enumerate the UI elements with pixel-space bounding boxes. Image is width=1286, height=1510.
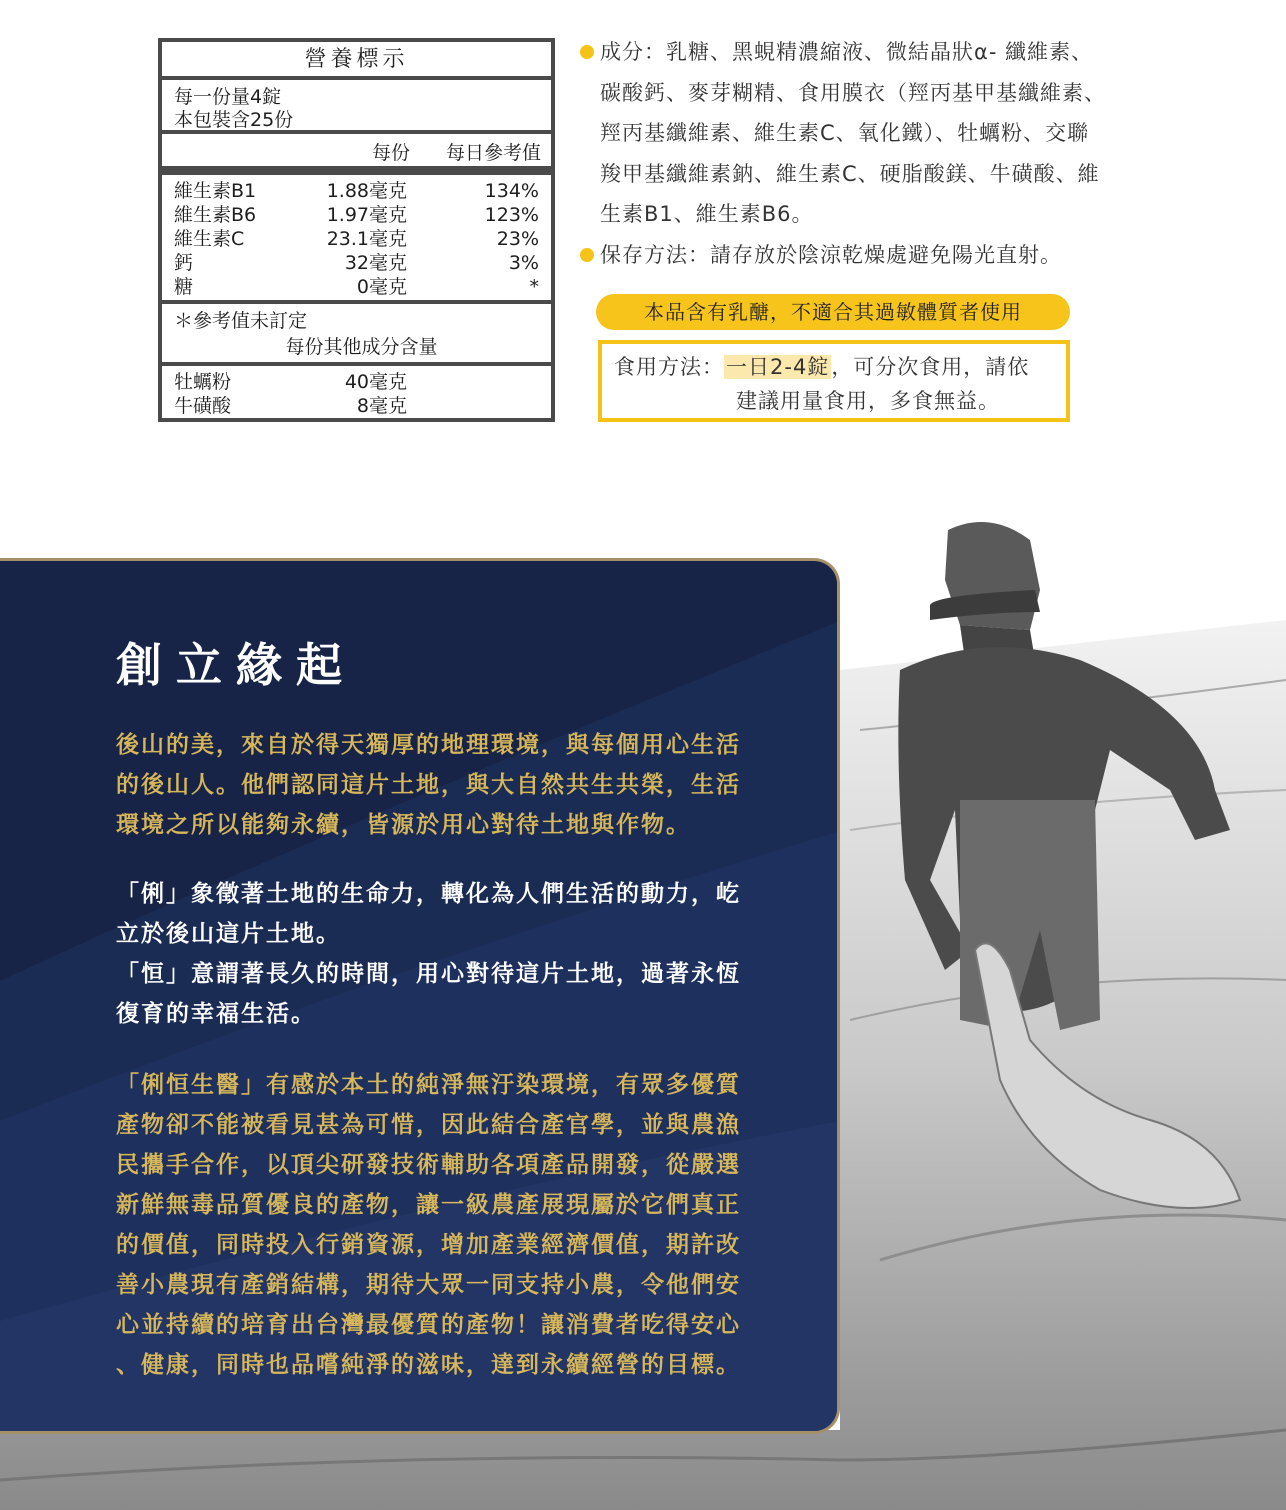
usage-line-1 [614, 350, 1029, 384]
bullet-icon [580, 45, 594, 59]
nutrient-row [174, 275, 539, 299]
ingredients-line: 生素B1、維生素B6。 [600, 202, 814, 226]
nutrient-name: 維生素B1 [174, 180, 257, 202]
nutrient-name: 維生素C [174, 228, 245, 250]
nutrition-header [162, 134, 551, 175]
story-paragraph-2 [116, 874, 806, 1034]
nutrient-value: 1.88毫克 [326, 180, 407, 202]
storage-text: 保存方法：請存放於陰涼乾燥處避免陽光直射。 [600, 242, 1062, 267]
reference-note: ＊參考值未訂定 [174, 310, 308, 332]
story-line: 的價值，同時投入行銷資源，增加產業經濟價值，期許改 [116, 1232, 741, 1258]
nutrition-title: 營養標示 [162, 42, 551, 80]
usage-dose: 一日2-4錠 [726, 355, 830, 379]
story-line: 心並持續的培育出台灣最優質的產物！讓消費者吃得安心 [116, 1312, 741, 1338]
nutrient-name: 糖 [174, 276, 194, 298]
nutrient-name: 維生素B6 [174, 204, 257, 226]
nutrient-pct: * [529, 276, 539, 298]
nutrient-row [174, 179, 539, 203]
other-name: 牡蠣粉 [174, 371, 232, 393]
bullet-icon [580, 248, 594, 262]
ingredients-item [578, 32, 1158, 235]
other-row [174, 370, 539, 394]
story-panel [0, 558, 840, 1434]
usage-label: 食用方法： [614, 355, 724, 379]
other-value: 8毫克 [356, 395, 407, 417]
other-value: 40毫克 [344, 371, 407, 393]
ingredients-line: 碳酸鈣、麥芽糊精、食用膜衣（羥丙基甲基纖維素、 [600, 80, 1106, 105]
story-line: 、健康，同時也品嚐純淨的滋味，達到永續經營的目標。 [116, 1352, 741, 1378]
serving-info [162, 80, 551, 134]
other-ingredients-title: 每份其他成分含量 [162, 332, 551, 366]
story-line: 民攜手合作，以頂尖研發技術輔助各項產品開發，從嚴選 [116, 1152, 741, 1178]
nutrient-pct: 134% [484, 180, 539, 202]
story-line: 「俐」象徵著土地的生命力，轉化為人們生活的動力，屹 [116, 881, 741, 907]
nutrient-row [174, 251, 539, 275]
col-daily-value: 每日參考值 [445, 142, 541, 164]
allergy-warning-badge: 本品含有乳醣，不適合其過敏體質者使用 [596, 294, 1070, 330]
other-name: 牛磺酸 [174, 395, 232, 417]
other-rows [162, 366, 551, 422]
story-paragraph-3 [116, 1065, 806, 1385]
col-per-serving: 每份 [372, 142, 411, 164]
story-line: 「俐恒生醫」有感於本土的純淨無汙染環境，有眾多優質 [116, 1072, 741, 1098]
nutrient-pct: 23% [496, 228, 539, 250]
servings-per-pack: 本包裝含25份 [174, 109, 294, 131]
story-line: 立於後山這片土地。 [116, 921, 341, 947]
ingredients-line: 羧甲基纖維素鈉、維生素C、硬脂酸鎂、牛磺酸、維 [600, 161, 1100, 186]
ingredients-line: 成分：乳糖、黑蜆精濃縮液、微結晶狀α- 纖維素、 [600, 40, 1094, 64]
nutrient-pct: 123% [484, 204, 539, 226]
storage-item [578, 235, 1158, 276]
nutrient-name: 鈣 [174, 252, 194, 274]
story-line: 新鮮無毒品質優良的產物，讓一級農產展現屬於它們真正 [116, 1192, 741, 1218]
story-line: 善小農現有產銷結構，期待大眾一同支持小農，令他們安 [116, 1272, 741, 1298]
nutrient-pct: 3% [508, 252, 539, 274]
usage-box [598, 340, 1070, 422]
other-row [174, 394, 539, 418]
story-line: 復育的幸福生活。 [116, 1001, 316, 1027]
nutrient-row [174, 227, 539, 251]
ingredients-block [578, 32, 1158, 275]
nutrient-value: 23.1毫克 [326, 228, 407, 250]
nutrient-value: 32毫克 [344, 252, 407, 274]
usage-line-2: 建議用量食用，多食無益。 [736, 389, 1000, 413]
serving-size: 每一份量4錠 [174, 86, 282, 108]
ingredients-line: 羥丙基纖維素、維生素C、氧化鐵）、牡蠣粉、交聯 [600, 121, 1090, 145]
story-line: 環境之所以能夠永續，皆源於用心對待土地與作物。 [116, 812, 691, 838]
nutrient-rows [162, 175, 551, 304]
story-paragraph-1 [116, 725, 806, 845]
nutrient-row [174, 203, 539, 227]
usage-rest: ，可分次食用，請依 [831, 355, 1030, 379]
story-title: 創立緣起 [116, 638, 356, 692]
nutrition-table [158, 38, 555, 422]
nutrient-value: 0毫克 [356, 276, 407, 298]
story-line: 的後山人。他們認同這片土地，與大自然共生共榮，生活 [116, 772, 741, 798]
story-line: 產物卻不能被看見甚為可惜，因此結合產官學，並與農漁 [116, 1112, 741, 1138]
nutrient-value: 1.97毫克 [326, 204, 407, 226]
story-line: 「恒」意謂著長久的時間，用心對待這片土地，過著永恆 [116, 961, 741, 987]
story-line: 後山的美，來自於得天獨厚的地理環境，與每個用心生活 [116, 732, 741, 758]
